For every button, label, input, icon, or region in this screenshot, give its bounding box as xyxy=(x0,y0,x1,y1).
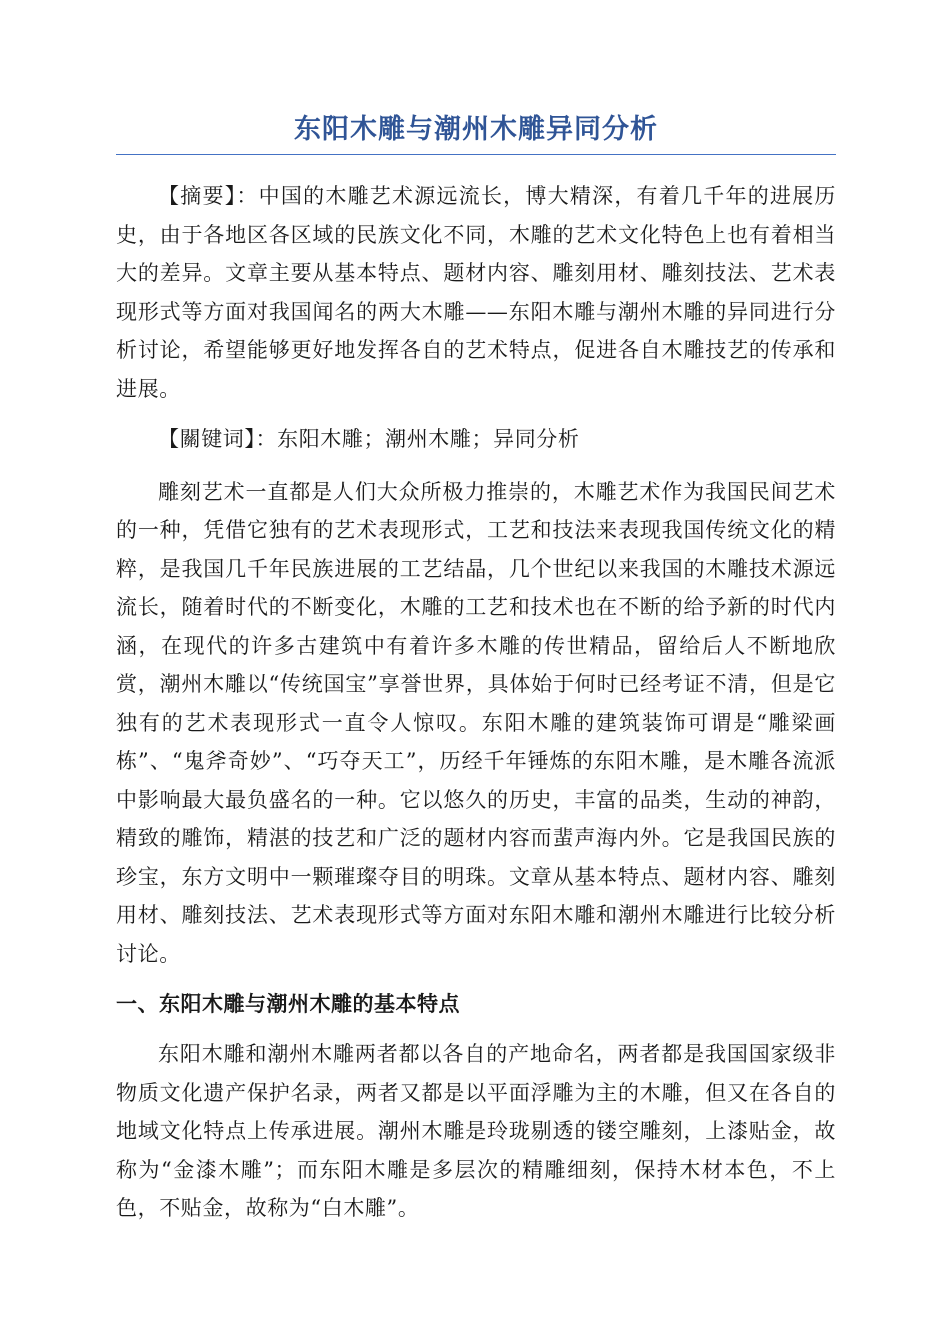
document-page xyxy=(116,110,836,1240)
section-1-paragraph: 东阳木雕和潮州木雕两者都以各自的产地命名，两者都是我国国家级非物质文化遗产保护名录，两者又都是以平面浮雕为主的木雕，但又在各自的地域文化特点上传承进展。潮州木雕是玲珑剔透的镂空雕刻，上漆贴金，故称为“金漆木雕”；而东阳木雕是多层次的精雕细刻，保持木材本色，不上色，不贴金，故称为“白木雕”。 xyxy=(116,1042,836,1220)
section-1-heading: 一、东阳木雕与潮州木雕的基本特点 xyxy=(116,991,460,1016)
abstract-paragraph: 【摘要】：中国的木雕艺术源远流长，博大精深，有着几千年的进展历史，由于各地区各区域的民族文化不同，木雕的艺术文化特色上也有着相当大的差异。文章主要从基本特点、题材内容、雕刻用材、雕刻技法、艺术表现形式等方面对我国闻名的两大木雕——东阳木雕与潮州木雕的异同进行分析讨论，希望能够更好地发挥各自的艺术特点，促进各自木雕技艺的传承和进展。 xyxy=(116,184,836,401)
title-underline xyxy=(116,154,836,155)
document-title: 东阳木雕与潮州木雕异同分析 xyxy=(294,114,658,145)
intro-paragraph: 雕刻艺术一直都是人们大众所极力推崇的，木雕艺术作为我国民间艺术的一种，凭借它独有的艺术表现形式，工艺和技法来表现我国传统文化的精粹，是我国几千年民族进展的工艺结晶，几个世纪以来我国的木雕技术源远流长，随着时代的不断变化，木雕的工艺和技术也在不断的给予新的时代内涵，在现代的许多古建筑中有着许多木雕的传世精品，留给后人不断地欣赏，潮州木雕以“传统国宝”享誉世界，具体始于何时已经考证不清，但是它独有的艺术表现形式一直令人惊叹。东阳木雕的建筑装饰可谓是“雕梁画栋”、“鬼斧奇妙”、“巧夺天工”，历经千年锤炼的东阳木雕，是木雕各流派中影响最大最负盛名的一种。它以悠久的历史，丰富的品类，生动的神韵，精致的雕饰，精湛的技艺和广泛的题材内容而蜚声海内外。它是我国民族的珍宝，东方文明中一颗璀璨夺目的明珠。文章从基本特点、题材内容、雕刻用材、雕刻技法、艺术表现形式等方面对东阳木雕和潮州木雕进行比较分析讨论。 xyxy=(116,479,836,966)
keywords-paragraph: 【關键词】：东阳木雕；潮州木雕；异同分析 xyxy=(158,427,580,451)
